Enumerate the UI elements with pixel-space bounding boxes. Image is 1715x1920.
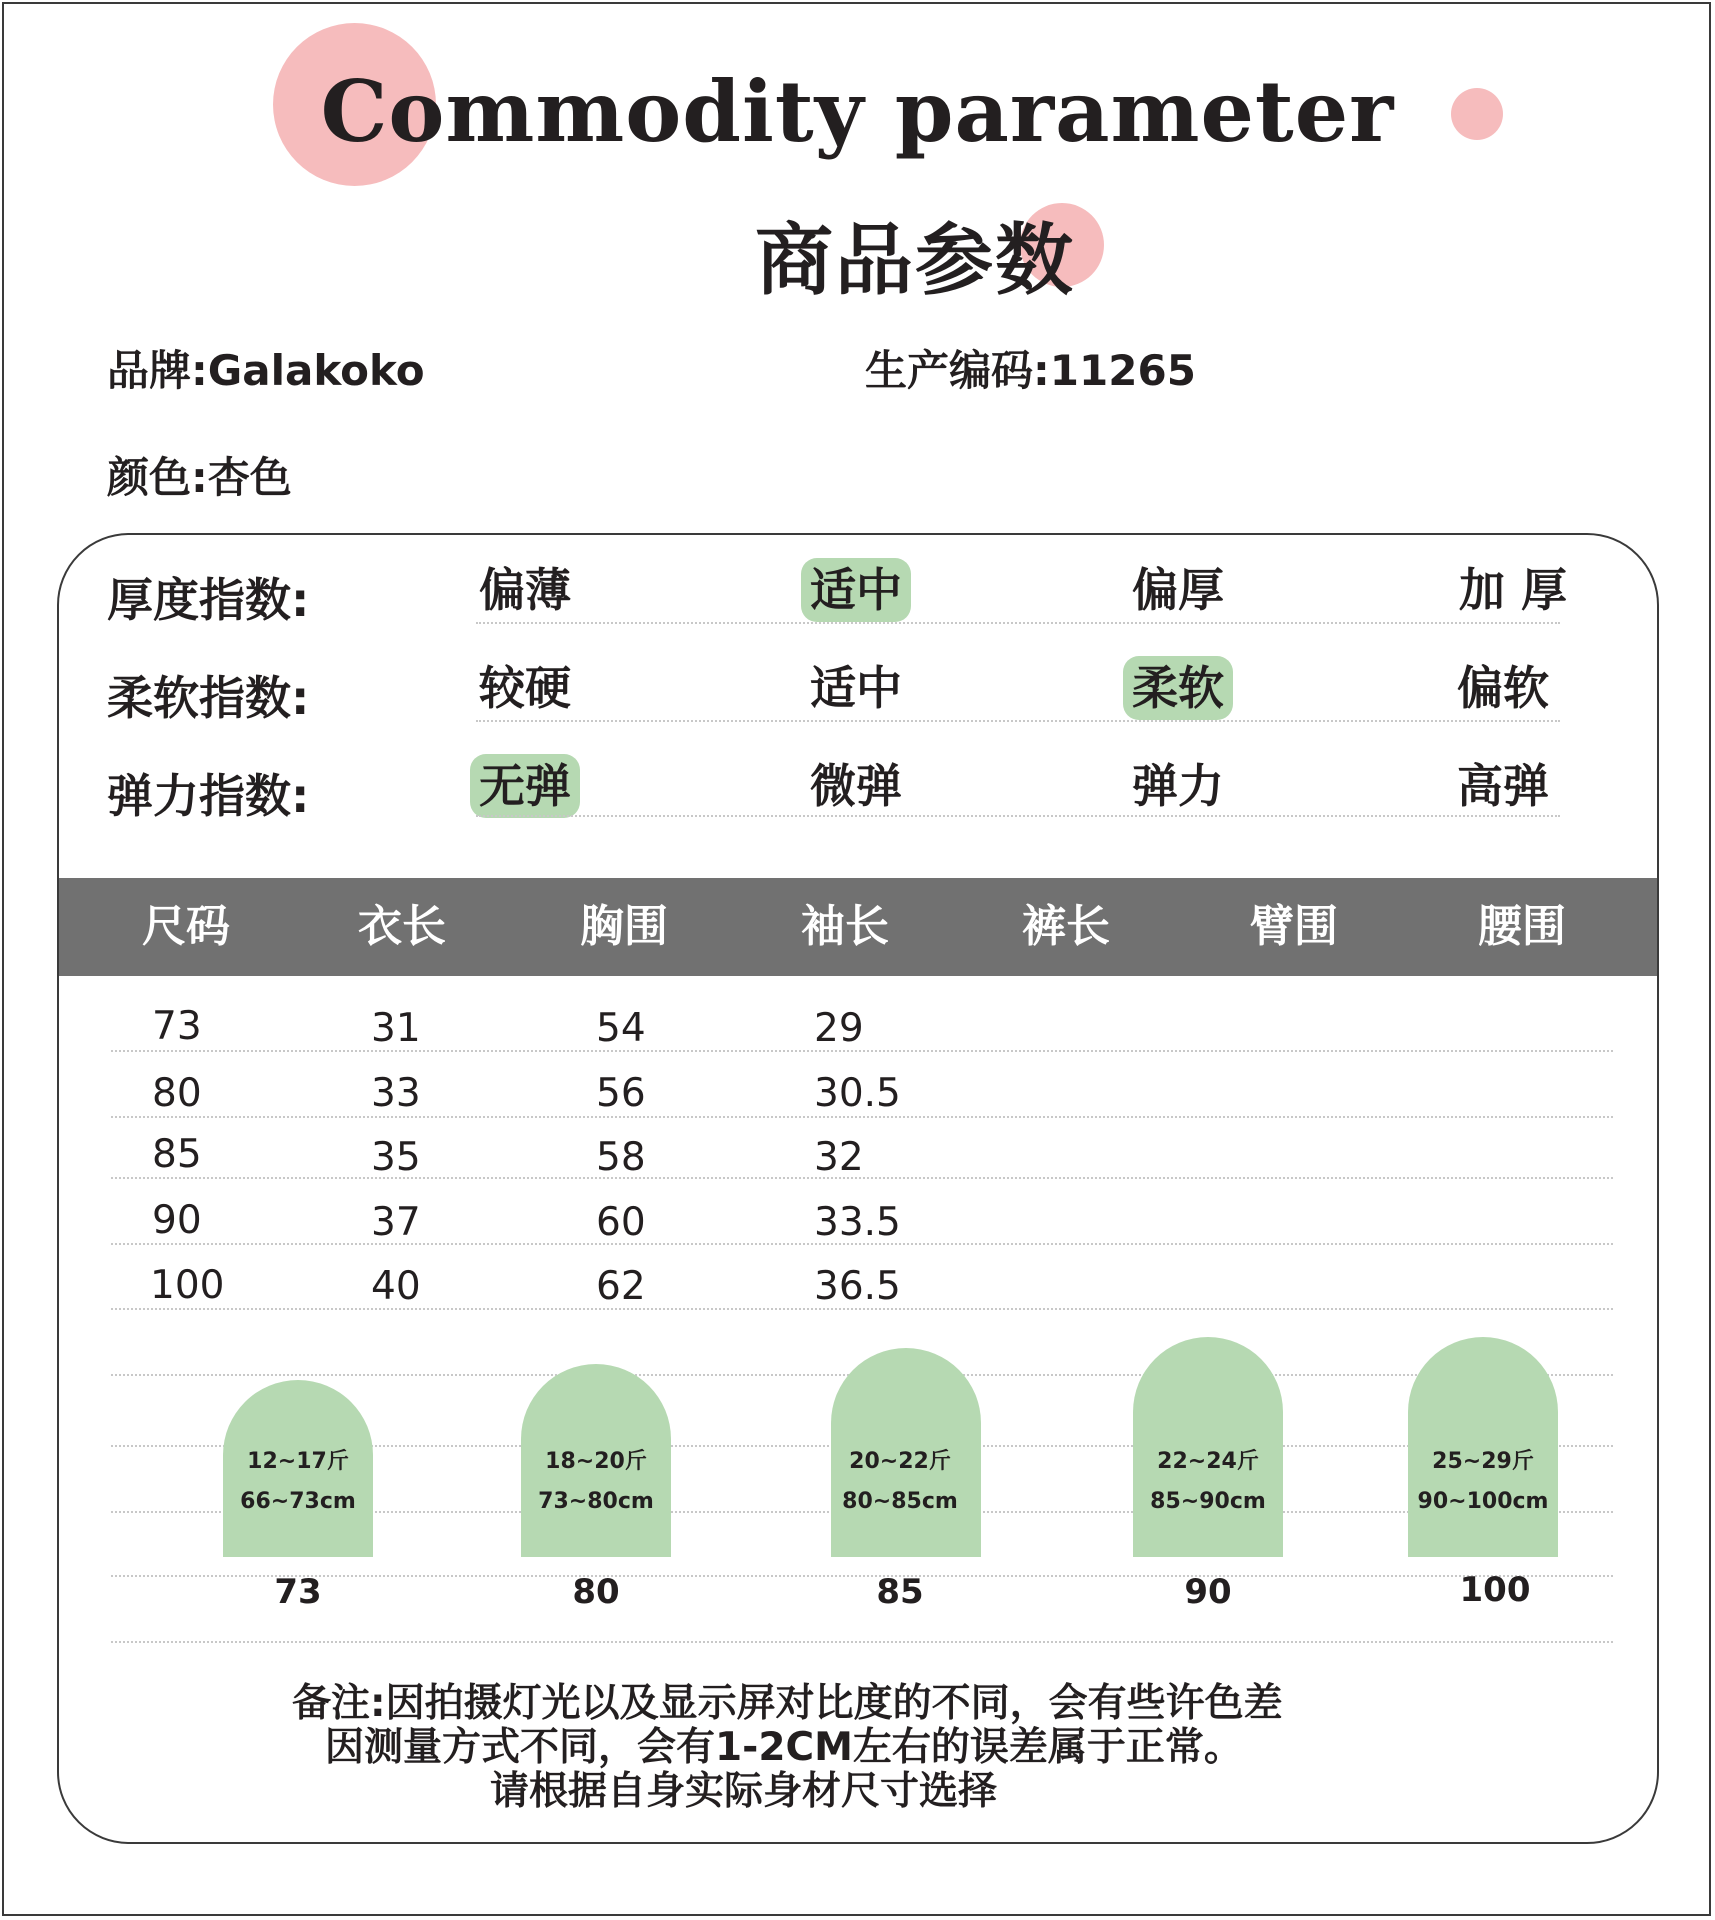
divider (476, 622, 1560, 624)
cell-sleeve: 33.5 (814, 1200, 901, 1245)
cell-size: 85 (152, 1132, 202, 1177)
brand-text: 品牌:Galakoko (107, 346, 425, 395)
index-option: 高弹 (1457, 759, 1549, 813)
color-text: 颜色:杏色 (107, 453, 292, 502)
index-label: 厚度指数: (107, 573, 310, 627)
arch-weight: 12~17斤 (247, 1449, 349, 1474)
cell-chest: 60 (596, 1200, 646, 1245)
divider (111, 1116, 1613, 1118)
index-option: 偏厚 (1132, 563, 1224, 617)
divider (111, 1243, 1613, 1245)
cell-chest: 56 (596, 1071, 646, 1116)
divider (111, 1641, 1613, 1643)
cell-sleeve: 36.5 (814, 1264, 901, 1309)
arch-size-label: 73 (274, 1572, 322, 1612)
index-row-elasticity (0, 754, 1715, 834)
header-arm: 臂围 (1250, 901, 1338, 952)
index-option: 适中 (810, 661, 902, 715)
index-option: 较硬 (479, 661, 571, 715)
arch-height: 73~80cm (538, 1489, 654, 1514)
arch-weight: 25~29斤 (1432, 1449, 1534, 1474)
note-line: 备注:因拍摄灯光以及显示屏对比度的不同，会有些许色差 (292, 1681, 1283, 1726)
cell-sleeve: 32 (814, 1135, 864, 1180)
header-length: 衣长 (358, 901, 446, 952)
header-pants-length: 裤长 (1022, 901, 1110, 952)
cell-chest: 58 (596, 1135, 646, 1180)
cell-size: 90 (152, 1198, 202, 1243)
header-size: 尺码 (142, 901, 230, 952)
divider (111, 1050, 1613, 1052)
cell-size: 80 (152, 1071, 202, 1116)
index-row-thickness (0, 558, 1715, 638)
index-option: 微弹 (810, 759, 902, 813)
cell-length: 35 (371, 1135, 421, 1180)
arch-size-label: 100 (1459, 1570, 1531, 1610)
index-row-softness (0, 656, 1715, 736)
divider (476, 815, 1560, 817)
arch-weight: 18~20斤 (545, 1449, 647, 1474)
cell-sleeve: 30.5 (814, 1071, 901, 1116)
cell-length: 40 (371, 1264, 421, 1309)
size-table-header (59, 878, 1657, 976)
index-option-selected: 适中 (801, 558, 911, 622)
note-line: 因测量方式不同，会有1-2CM左右的误差属于正常。 (325, 1725, 1243, 1770)
divider (476, 720, 1560, 722)
divider (111, 1308, 1613, 1310)
header-waist: 腰围 (1478, 901, 1566, 952)
index-option-selected: 无弹 (470, 754, 580, 818)
index-label: 弹力指数: (107, 769, 310, 823)
cell-chest: 54 (596, 1006, 646, 1051)
arch-height: 85~90cm (1150, 1489, 1266, 1514)
index-option: 偏薄 (479, 563, 571, 617)
arch-weight: 20~22斤 (849, 1449, 951, 1474)
cell-size: 100 (150, 1263, 225, 1308)
arch-size-label: 85 (876, 1572, 924, 1612)
arch-weight: 22~24斤 (1157, 1449, 1259, 1474)
arch-height: 80~85cm (842, 1489, 958, 1514)
index-option: 加 厚 (1458, 563, 1567, 617)
arch-height: 90~100cm (1417, 1489, 1549, 1514)
index-option-selected: 柔软 (1123, 656, 1233, 720)
cell-sleeve: 29 (814, 1006, 864, 1051)
cell-length: 33 (371, 1071, 421, 1116)
index-option: 偏软 (1457, 661, 1549, 715)
product-code-text: 生产编码:11265 (865, 346, 1196, 395)
arch-size-label: 80 (572, 1572, 620, 1612)
cell-length: 37 (371, 1200, 421, 1245)
arch-size-label: 90 (1184, 1572, 1232, 1612)
divider (111, 1177, 1613, 1179)
cell-chest: 62 (596, 1264, 646, 1309)
title-chinese: 商品参数 (754, 216, 1075, 306)
arch-height: 66~73cm (240, 1489, 356, 1514)
header-chest: 胸围 (580, 901, 668, 952)
index-label: 柔软指数: (107, 671, 310, 725)
header-sleeve: 袖长 (801, 901, 889, 952)
cell-length: 31 (371, 1006, 421, 1051)
note-line: 请根据自身实际身材尺寸选择 (490, 1769, 998, 1814)
cell-size: 73 (152, 1004, 202, 1049)
title-english: Commodity parameter (320, 62, 1395, 161)
index-option: 弹力 (1132, 759, 1224, 813)
